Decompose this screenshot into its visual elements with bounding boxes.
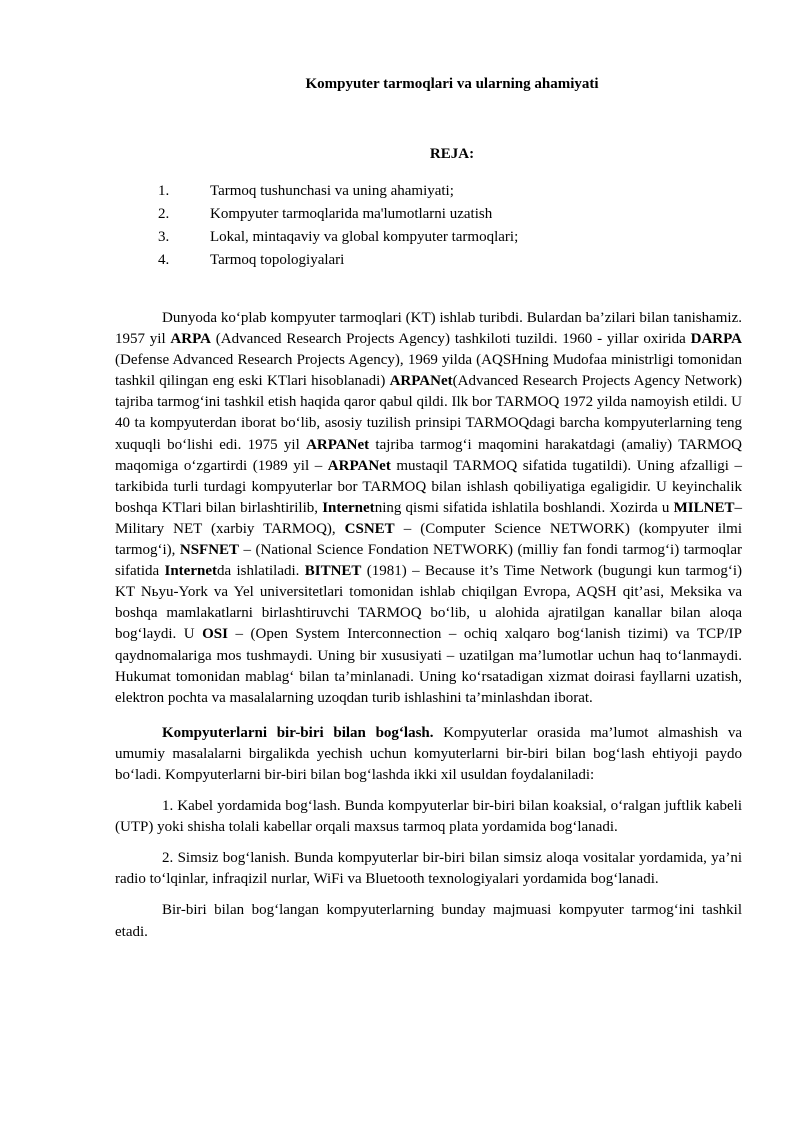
text-run: tajriba tarmog‘i maqomini harakatdagi (amaliy) TARMOQ maqomiga o‘zgartirdi (1989 yil – xyxy=(115,436,742,474)
term-arpa: ARPA xyxy=(170,331,211,348)
plan-item xyxy=(158,203,518,226)
document-body xyxy=(115,308,742,953)
text-run: (1981) – Because it’s Time Network (bugungi kun tarmog‘i) KT Nьyu-York va Yel universitetlari tomonidan ishlab chiqilgan Evropa, AQSH qit’asi, Meksika va boshqa mamlakatlarni birlashtiruvchi TARMOQ bo‘lib, u alohida ajratilgan kanallar bilan aloqa bog‘laydi. U xyxy=(115,563,742,643)
term-csnet: CSNET xyxy=(344,520,395,537)
plan-list xyxy=(158,180,518,272)
text-run: ning qismi sifatida ishlatila boshlandi. Xozirda u xyxy=(374,499,674,516)
plan-item-number: 3. xyxy=(158,229,170,245)
paragraph-networks-history xyxy=(115,308,742,709)
plan-item xyxy=(158,249,518,272)
term-milnet: MILNET xyxy=(673,499,735,516)
text-run: da ishlatiladi. xyxy=(217,563,305,580)
plan-item xyxy=(158,180,518,203)
plan-item-number: 1. xyxy=(158,183,170,199)
text-run: (Defense Advanced Research Projects Agency), 1969 yilda (AQSHning Mudofaa ministrligi tomonidan tashkil qilingan eng eski KTlari hisoblanadi) xyxy=(115,352,742,390)
text-run: Dunyoda ko‘plab kompyuter tarmoqlari (KT) ishlab turibdi. Bulardan ba’zilari bilan tanishamiz. 1957 yil xyxy=(115,310,742,348)
term-internet: Internet xyxy=(322,499,375,516)
text-run: – (Computer Science NETWORK) (kompyuter ilmi tarmog‘i), xyxy=(115,520,743,559)
text-run: – (National Science Fondation NETWORK) (milliy fan fondi tarmog‘i) tarmoqlar sifatida xyxy=(115,542,742,580)
text-run: (Advanced Research Projects Agency Network) tajriba tarmog‘ini tashkil etish haqida qaror qabul qildi. Ilk bor TARMOQ 1972 yilda namoyish etildi. U 40 ta kompyuterdan iborat bo‘lib, asosiy tuzilish prinsipi TARMOQdagi barcha kompyuterlarning teng xuquqli bo‘lishi edi. 1975 yil xyxy=(115,373,742,453)
plan-heading: REJA: xyxy=(429,146,475,162)
term-arpanet: ARPANet xyxy=(327,457,391,474)
paragraph-wireless-connection: 2. Simsiz bog‘lanish. Bunda kompyuterlar bir-biri bilan simsiz aloqa vositalar yordamida, ya’ni radio to‘lqinlar, infraqizil nurlar, WiFi va Bluetooth texnologiyalari yordamida bog‘lanadi. xyxy=(115,850,742,888)
term-nsfnet: NSFNET xyxy=(179,542,240,559)
plan-item-number: 4. xyxy=(158,252,170,268)
term-darpa: DARPA xyxy=(690,331,742,348)
document-title: Kompyuter tarmoqlari va ularning ahamiyati xyxy=(305,76,599,92)
plan-item-text: Tarmoq tushunchasi va uning ahamiyati; xyxy=(210,183,454,199)
term-bitnet: BITNET xyxy=(304,563,362,580)
term-osi: OSI xyxy=(202,626,228,643)
text-run: – (Open System Interconnection – ochiq xalqaro bog‘lanish tizimi) va TCP/IP qaydnomalariga mos tushmaydi. Uning bir xususiyati – uzatilgan ma’lumotlar uchun haq to‘lanmaydi. Hukumat tomonidan mablag‘ bilan ta’minlanadi. Uning ko‘rsatadigan xizmat doirasi fayllarni uzatish, elektron pochta va masalalarning uzoqdan turib ishlashini ta’minlashdan iborat. xyxy=(115,626,742,706)
plan-item-text: Lokal, mintaqaviy va global kompyuter tarmoqlari; xyxy=(210,229,519,245)
plan-item-text: Tarmoq topologiyalari xyxy=(210,252,345,268)
paragraph-network-definition: Bir-biri bilan bog‘langan kompyuterlarning bunday majmuasi kompyuter tarmog‘ini tashkil etadi. xyxy=(115,902,742,940)
text-run: Kompyuterlar orasida ma’lumot almashish va umumiy masalalarni birgalikda yechish uchun komyuterlarni bir-biri bilan bog‘lash ehtiyoji paydo bo‘ladi. Kompyuterlarni bir-biri bilan bog‘lashda ikki xil usuldan foydalaniladi: xyxy=(115,724,742,783)
plan-item-text: Kompyuter tarmoqlarida ma'lumotlarni uzatish xyxy=(210,206,493,222)
text-run: (Advanced Research Projects Agency) tashkiloti tuzildi. 1960 - yillar oxirida xyxy=(210,331,691,348)
term-arpanet: ARPANet xyxy=(306,436,370,453)
term-arpanet: ARPANet xyxy=(389,373,453,390)
paragraph-cable-connection: 1. Kabel yordamida bog‘lash. Bunda kompyuterlar bir-biri bilan koaksial, o‘ralgan juftlik kabeli (UTP) yoki shisha tolali kabellar orqali maxsus tarmoq plata yordamida bog‘lanadi. xyxy=(115,798,742,836)
term-internet: Internet xyxy=(164,563,217,580)
section-heading: Kompyuterlarni bir-biri bilan bog‘lash. xyxy=(162,724,434,741)
paragraph-connecting-computers xyxy=(115,723,742,786)
plan-item xyxy=(158,226,518,249)
text-run: mustaqil TARMOQ sifatida tugatildi). Uning afzalligi – tarkibida turli turdagi kompyuterlar bor TARMOQ bilan ishlash qobiliyatiga egaligidir. U keyinchalik boshqa KTlari bilan birlashtirilib, xyxy=(115,457,742,516)
text-run: – Military NET (xarbiy TARMOQ), xyxy=(115,499,742,537)
plan-item-number: 2. xyxy=(158,206,170,222)
